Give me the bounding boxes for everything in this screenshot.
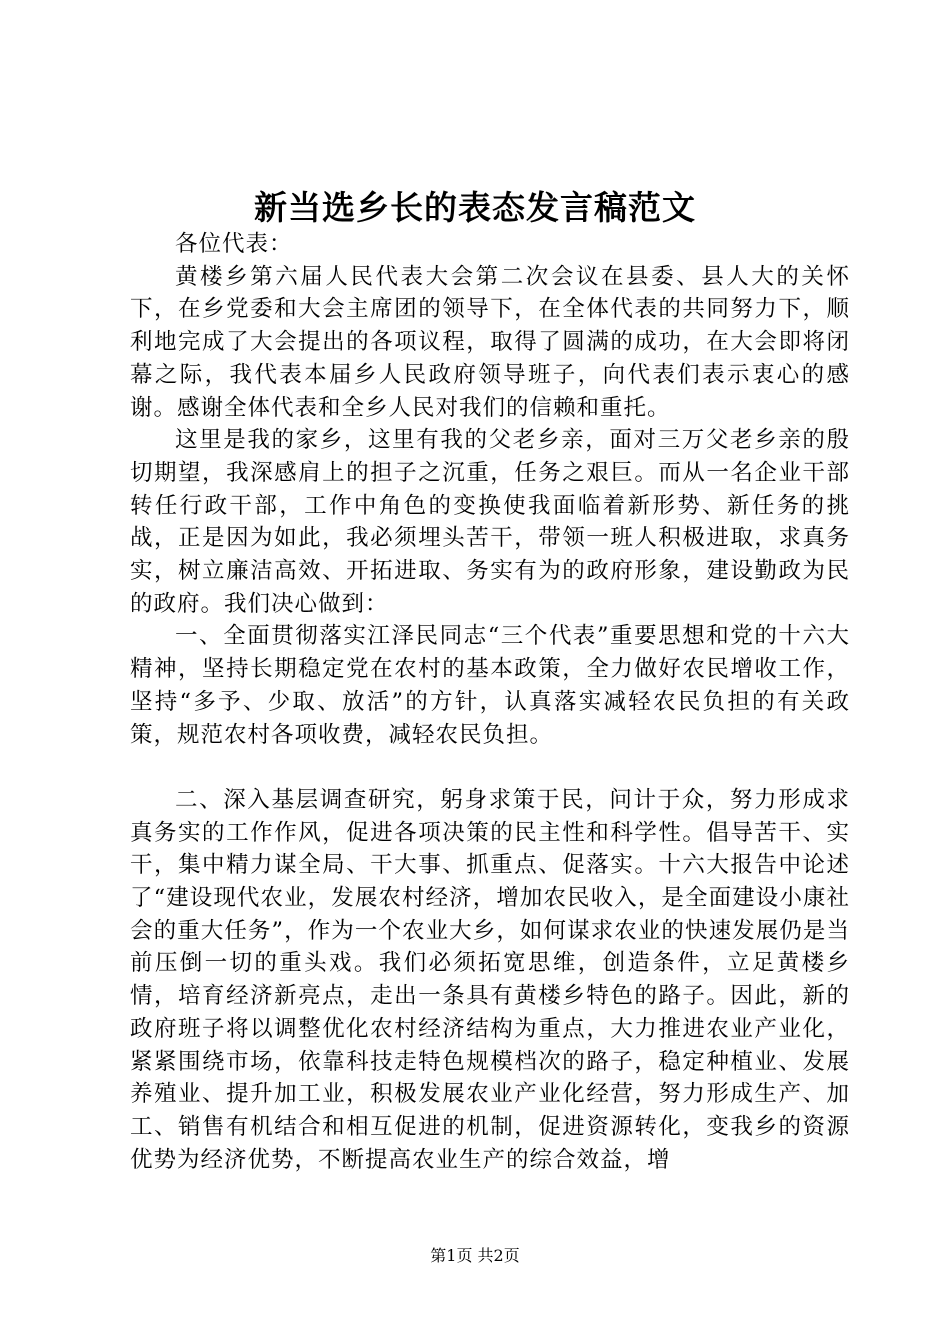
page-number: 第1页 共2页 [430,1246,520,1265]
paragraph-4: 二、深入基层调查研究，躬身求策于民，问计于众，努力形成求真务实的工作作风，促进各项决策的民主性和科学性。倡导苦干、实干，集中精力谋全局、干大事、抓重点、促落实。十六大报告中论述了“建设现代农业，发展农村经济，增加农民收入，是全面建设小康社会的重大任务”，作为一个农业大乡，如何谋求农业的快速发展仍是当前压倒一切的重头戏。我们必须拓宽思维，创造条件，立足黄楼乡情，培育经济新亮点，走出一条具有黄楼乡特色的路子。因此，新的政府班子将以调整优化农村经济结构为重点，大力推进农业产业化，紧紧围绕市场，依靠科技走特色规模档次的路子，稳定种植业、发展养殖业、提升加工业，积极发展农业产业化经营，努力形成生产、加工、销售有机结合和相互促进的机制，促进资源转化，变我乡的资源优势为经济优势，不断提高农业生产的综合效益，增 [130,786,850,1173]
salutation: 各位代表： [175,231,293,257]
document-title: 新当选乡长的表态发言稿范文 [254,188,696,227]
document-body [130,228,850,1176]
paragraph-1: 黄楼乡第六届人民代表大会第二次会议在县委、县人大的关怀下，在乡党委和大会主席团的领导下，在全体代表的共同努力下，顺利地完成了大会提出的各项议程，取得了圆满的成功，在大会即将闭幕之际，我代表本届乡人民政府领导班子，向代表们表示衷心的感谢。感谢全体代表和全乡人民对我们的信赖和重托。 [130,263,850,421]
paragraph-2: 这里是我的家乡，这里有我的父老乡亲，面对三万父老乡亲的殷切期望，我深感肩上的担子之沉重，任务之艰巨。而从一名企业干部转任行政干部，工作中角色的变换使我面临着新形势、新任务的挑战，正是因为如此，我必须埋头苦干，带领一班人积极进取，求真务实，树立廉洁高效、开拓进取、务实有为的政府形象，建设勤政为民的政府。我们决心做到： [130,427,850,617]
paragraph-3: 一、全面贯彻落实江泽民同志“三个代表”重要思想和党的十六大精神，坚持长期稳定党在农村的基本政策，全力做好农民增收工作，坚持“多予、少取、放活”的方针，认真落实减轻农民负担的有关政策，规范农村各项收费，减轻农民负担。 [130,623,850,748]
